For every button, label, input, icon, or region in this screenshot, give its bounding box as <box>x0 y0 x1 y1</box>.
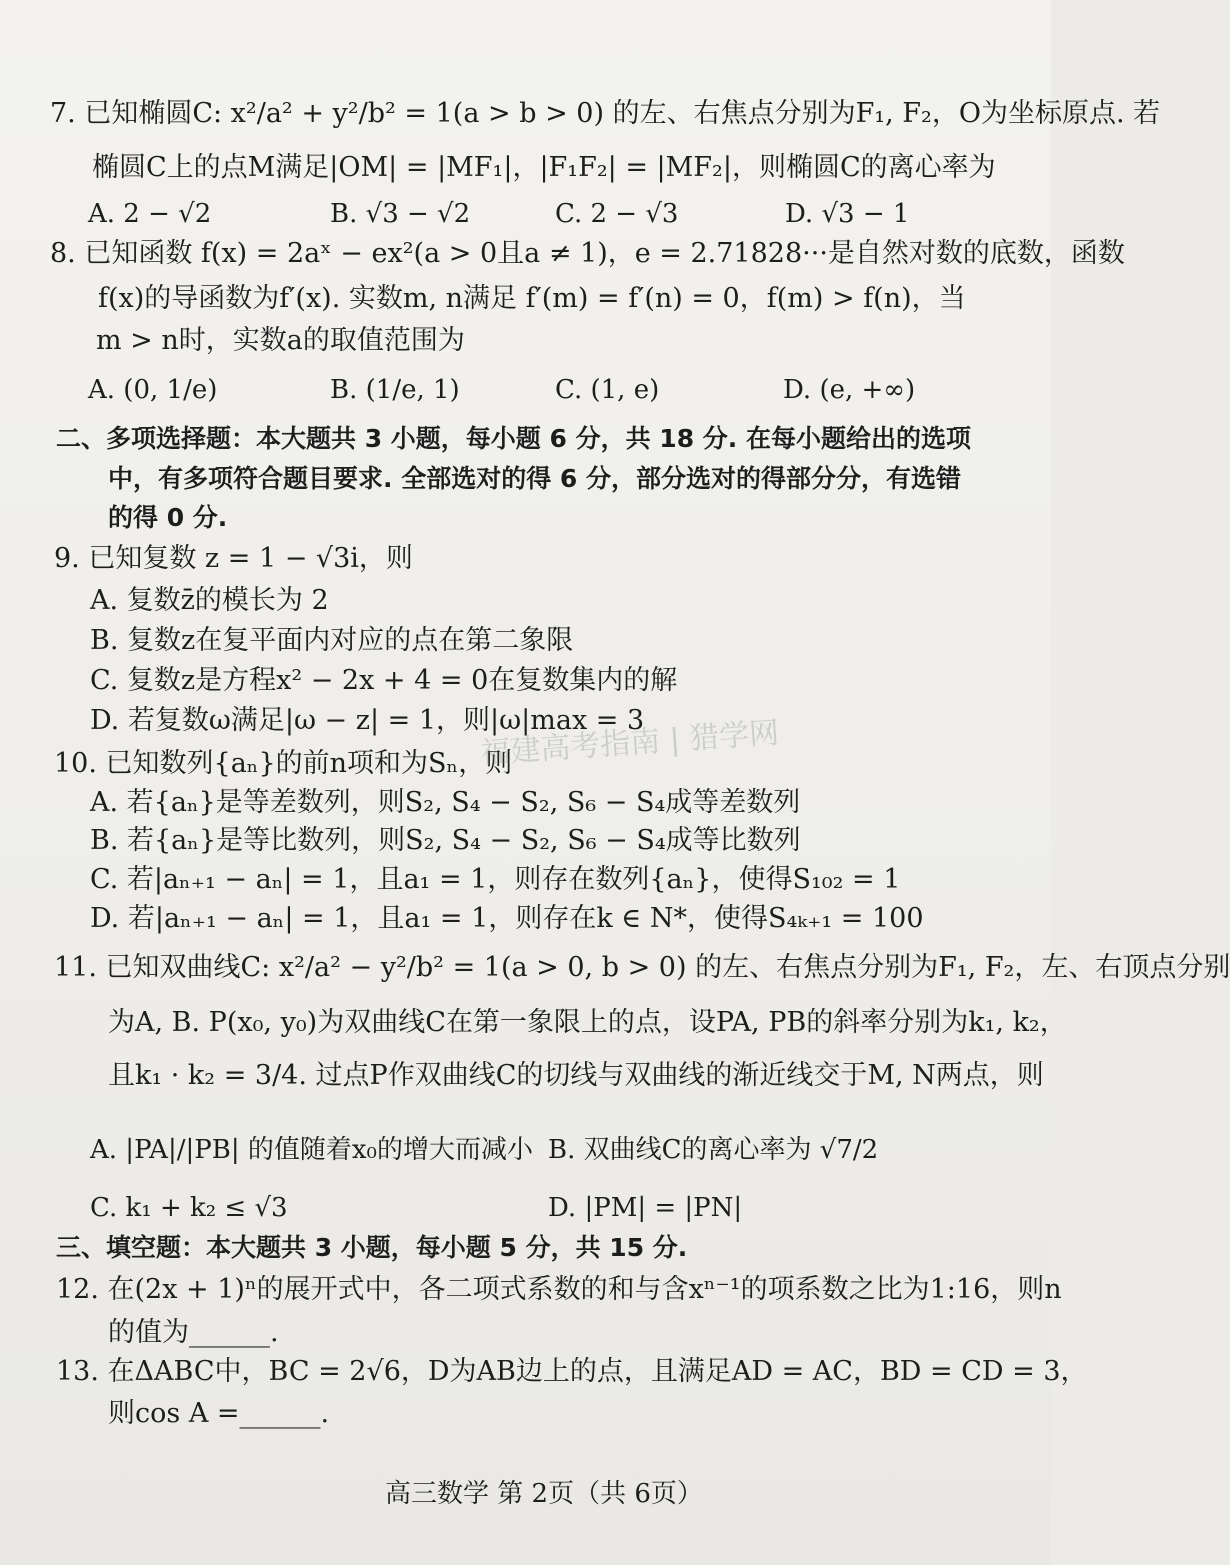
q9-option-c: C. 复数z是方程x² − 2x + 4 = 0在复数集内的解 <box>90 665 678 696</box>
q10-stem: 10. 已知数列{aₙ}的前n项和为Sₙ，则 <box>54 748 513 779</box>
q7-line2: 椭圆C上的点M满足|OM| = |MF₁|，|F₁F₂| = |MF₂|，则椭圆C的离心率为 <box>92 152 996 183</box>
section2-line1: 二、多项选择题：本大题共 3 小题，每小题 6 分，共 18 分. 在每小题给出的选项 <box>56 424 972 453</box>
q8-option-c: C. (1, e) <box>555 375 660 405</box>
q11-option-c: C. k₁ + k₂ ≤ √3 <box>90 1193 288 1223</box>
q12-line2: 的值为______. <box>108 1317 279 1348</box>
section2-line2: 中，有多项符合题目要求. 全部选对的得 6 分，部分选对的得部分分，有选错 <box>108 464 962 493</box>
q8-option-a: A. (0, 1/e) <box>88 375 218 405</box>
q11-line2: 为A, B. P(x₀, y₀)为双曲线C在第一象限上的点，设PA, PB的斜率分别为k₁, k₂， <box>108 1007 1067 1038</box>
q9-stem: 9. 已知复数 z = 1 − √3i，则 <box>54 543 413 574</box>
q13-line1: 13. 在ΔABC中，BC = 2√6，D为AB边上的点，且满足AD = AC，BD = CD = 3， <box>56 1356 1088 1387</box>
q7-option-c: C. 2 − √3 <box>555 199 679 229</box>
q8-option-b: B. (1/e, 1) <box>330 375 460 405</box>
q7-option-b: B. √3 − √2 <box>330 199 471 229</box>
q11-option-a: A. |PA|/|PB| 的值随着x₀的增大而减小 <box>90 1135 533 1165</box>
watermark-text: 福建高考指南 | 猎学网 <box>479 715 781 772</box>
q9-option-d: D. 若复数ω满足|ω − z| = 1，则|ω|max = 3 <box>90 705 645 736</box>
q8-line2: f(x)的导函数为f′(x). 实数m, n满足 f′(m) = f′(n) = 0，f(m) > f(n)，当 <box>98 283 966 314</box>
q13-line2: 则cos A =______. <box>108 1398 330 1429</box>
q7-option-a: A. 2 − √2 <box>88 199 212 229</box>
q8-line1: 8. 已知函数 f(x) = 2aˣ − ex²(a > 0且a ≠ 1)，e = 2.71828···是自然对数的底数，函数 <box>50 238 1125 269</box>
q10-option-a: A. 若{aₙ}是等差数列，则S₂, S₄ − S₂, S₆ − S₄成等差数列 <box>90 787 801 818</box>
q8-line3: m > n时，实数a的取值范围为 <box>96 325 465 356</box>
q8-option-d: D. (e, +∞) <box>783 375 916 405</box>
q10-option-d: D. 若|aₙ₊₁ − aₙ| = 1，且a₁ = 1，则存在k ∈ N*，使得S₄ₖ₊₁ = 100 <box>90 903 924 934</box>
q7-line1: 7. 已知椭圆C: x²/a² + y²/b² = 1(a > b > 0) 的左、右焦点分别为F₁, F₂，O为坐标原点. 若 <box>50 98 1161 129</box>
q11-option-d: D. |PM| = |PN| <box>548 1193 743 1223</box>
section3-heading: 三、填空题：本大题共 3 小题，每小题 5 分，共 15 分. <box>56 1233 688 1262</box>
q10-option-c: C. 若|aₙ₊₁ − aₙ| = 1，且a₁ = 1，则存在数列{aₙ}，使得S₁₀₂ = 1 <box>90 864 901 895</box>
section2-line3: 的得 0 分. <box>108 503 228 532</box>
page-footer: 高三数学 第 2页（共 6页） <box>385 1479 703 1509</box>
q9-option-b: B. 复数z在复平面内对应的点在第二象限 <box>90 625 574 656</box>
q12-line1: 12. 在(2x + 1)ⁿ的展开式中，各二项式系数的和与含xⁿ⁻¹的项系数之比为1:16，则n <box>56 1274 1062 1305</box>
q9-option-a: A. 复数z̄的模长为 2 <box>90 585 329 616</box>
q10-option-b: B. 若{aₙ}是等比数列，则S₂, S₄ − S₂, S₆ − S₄成等比数列 <box>90 825 801 856</box>
q7-option-d: D. √3 − 1 <box>785 199 910 229</box>
q11-line3: 且k₁ · k₂ = 3/4. 过点P作双曲线C的切线与双曲线的渐近线交于M, N两点，则 <box>108 1060 1044 1091</box>
q11-line1: 11. 已知双曲线C: x²/a² − y²/b² = 1(a > 0, b > 0) 的左、右焦点分别为F₁, F₂，左、右顶点分别 <box>54 952 1230 983</box>
q11-option-b: B. 双曲线C的离心率为 √7/2 <box>548 1135 879 1165</box>
